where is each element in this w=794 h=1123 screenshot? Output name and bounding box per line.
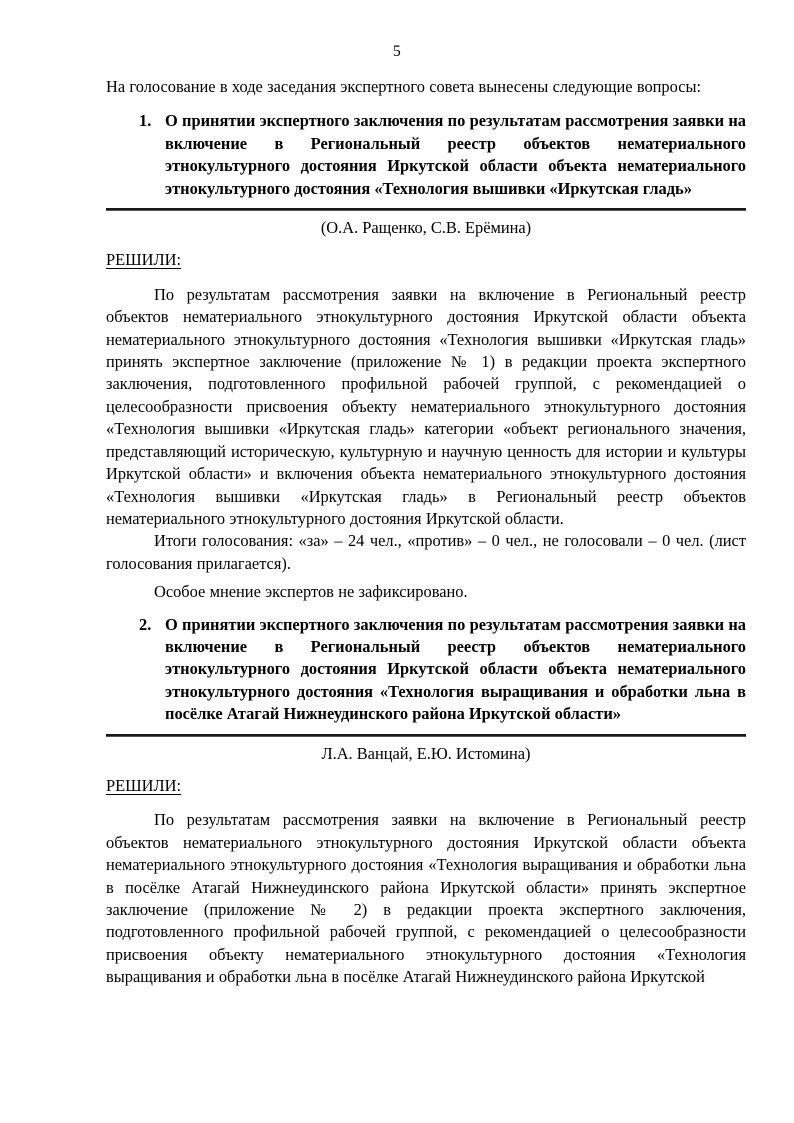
page-number: 5 (393, 43, 401, 60)
agenda-item-1-marker: 1. (139, 111, 152, 131)
spacer (106, 239, 746, 249)
agenda-item-2-heading: О принятии экспертного заключения по результатам рассмотрения заявки на включение в Региональный реестр объектов нематериального этнокультурного достояния Иркутской области объекта нематериального этнокультурного достояния «Технология выращивания и обработки льна в посёлке Атагай Нижнеудинского района Иркутской области» (165, 614, 746, 724)
spacer (106, 726, 746, 734)
agenda-item-1-heading: О принятии экспертного заключения по результатам рассмотрения заявки на включение в Региональный реестр объектов нематериального этнокультурного достояния Иркутской области объекта нематериального этнокультурного достояния «Технология вышивки «Иркутская гладь» (165, 111, 746, 198)
decision-label-1: РЕШИЛИ: (106, 250, 182, 270)
spacer (106, 200, 746, 208)
intro-paragraph: На голосование в ходе заседания экспертного совета вынесены следующие вопросы: (106, 77, 702, 96)
spacer (106, 272, 746, 284)
spacer (106, 98, 746, 110)
agenda-item-1 (106, 110, 746, 200)
document-body (106, 76, 746, 989)
spacer (106, 765, 746, 775)
speakers-line-1: (О.А. Ращенко, С.В. Ерёмина) (320, 218, 532, 238)
agenda-item-2-marker: 2. (139, 614, 152, 634)
decision-heading-1 (106, 249, 746, 271)
decision-heading-2 (106, 775, 746, 797)
spacer (106, 604, 746, 614)
decision-text-1: По результатам рассмотрения заявки на включение в Региональный реестр объектов нематериального этнокультурного достояния Иркутской области объекта нематериального этнокультурного достояния «Технология вышивки «Иркутская гладь» принять экспертное заключение (приложение № 1) в редакции проекта экспертного заключения, подготовленного профильной рабочей группой, с рекомендацией о целесообразности присвоения объекту нематериального этнокультурного достояния «Технология вышивки «Иркутская гладь» категории «объект регионального значения, представляющий историческую, культурную и научную ценность для истории и культуры Иркутской области» и включения объекта нематериального этнокультурного достояния «Технология вышивки «Иркутская гладь» в Региональный реестр объектов нематериального этнокультурного достояния Иркутской области. (106, 284, 746, 528)
dissenting-opinion-1: Особое мнение экспертов не зафиксировано. (154, 582, 468, 602)
voting-results-1: Итоги голосования: «за» – 24 чел., «против» – 0 чел., не голосовали – 0 чел. (лист голосования прилагается). (106, 531, 746, 573)
spacer (106, 797, 746, 809)
agenda-item-2 (106, 614, 746, 726)
decision-label-2: РЕШИЛИ: (106, 775, 182, 795)
decision-text-2: По результатам рассмотрения заявки на включение в Региональный реестр объектов нематериального этнокультурного достояния Иркутской области объекта нематериального этнокультурного достояния «Технология выращивания и обработки льна в посёлке Атагай Нижнеудинского района Иркутской области» принять экспертное заключение (приложение № 2) в редакции проекта экспертного заключения, подготовленного профильной рабочей группой, с рекомендацией о целесообразности присвоения объекту нематериального этнокультурного достояния «Технология выращивания и обработки льна в посёлке Атагай Нижнеудинского района Иркутской (106, 810, 746, 987)
speakers-line-2: Л.А. Ванцай, Е.Ю. Истомина) (321, 743, 531, 763)
